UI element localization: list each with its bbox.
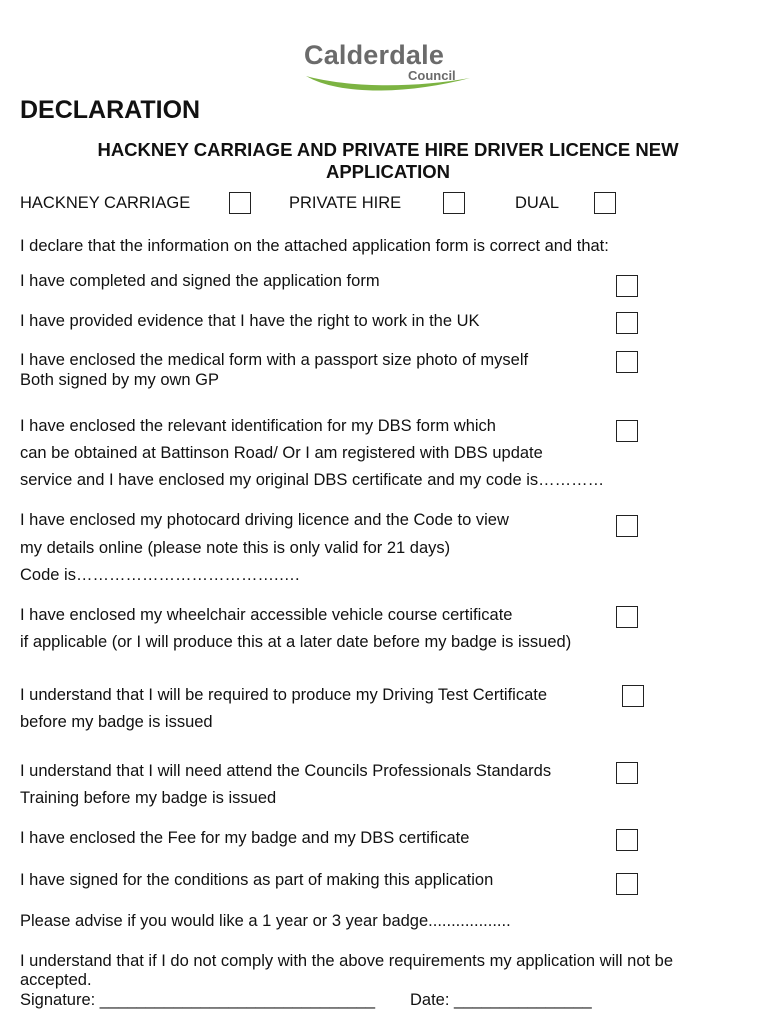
licence-type-dual-checkbox[interactable] bbox=[594, 192, 616, 214]
licence-type-hackney-label: HACKNEY CARRIAGE bbox=[20, 194, 191, 212]
item-right-to-work-text: I have provided evidence that I have the right to work in the UK bbox=[20, 312, 480, 330]
item-conditions-text: I have signed for the conditions as part of making this application bbox=[20, 871, 494, 889]
item-wheelchair-text-2: if applicable (or I will produce this at a later date before my badge is issued) bbox=[20, 633, 572, 651]
licence-type-private-hire-label: PRIVATE HIRE bbox=[289, 194, 402, 212]
item-completed-form-text: I have completed and signed the application form bbox=[20, 272, 380, 290]
licence-type-private-hire-checkbox[interactable] bbox=[443, 192, 465, 214]
item-fee-checkbox[interactable] bbox=[616, 829, 638, 851]
logo-wordmark: Calderdale bbox=[304, 40, 445, 70]
date-field[interactable]: Date: _______________ bbox=[410, 991, 592, 1009]
item-medical-form-text-2: Both signed by my own GP bbox=[20, 371, 220, 389]
badge-duration-question: Please advise if you would like a 1 year or 3 year badge.................. bbox=[20, 912, 511, 930]
compliance-statement: I understand that if I do not comply with the above requirements my application will not be bbox=[20, 952, 674, 970]
item-driving-licence-code: Code is……………………………….…. bbox=[20, 566, 300, 584]
item-wheelchair-text: I have enclosed my wheelchair accessible vehicle course certificate bbox=[20, 606, 513, 624]
compliance-statement-2: accepted. bbox=[20, 971, 92, 989]
item-fee-text: I have enclosed the Fee for my badge and my DBS certificate bbox=[20, 829, 470, 847]
signature-field[interactable]: Signature: ______________________________ bbox=[20, 991, 376, 1009]
item-training-checkbox[interactable] bbox=[616, 762, 638, 784]
page-title: DECLARATION bbox=[20, 96, 201, 124]
item-dbs-checkbox[interactable] bbox=[616, 420, 638, 442]
licence-type-dual-label: DUAL bbox=[515, 194, 560, 212]
item-driving-test-checkbox[interactable] bbox=[622, 685, 644, 707]
item-training-text: I understand that I will need attend the Councils Professionals Standards bbox=[20, 762, 552, 780]
item-wheelchair-checkbox[interactable] bbox=[616, 606, 638, 628]
item-driving-licence-text: I have enclosed my photocard driving licence and the Code to view bbox=[20, 511, 509, 529]
item-completed-form-checkbox[interactable] bbox=[616, 275, 638, 297]
item-conditions-checkbox[interactable] bbox=[616, 873, 638, 895]
item-dbs-text-2: can be obtained at Battinson Road/ Or I am registered with DBS update bbox=[20, 444, 543, 462]
council-logo bbox=[300, 38, 480, 100]
item-driving-test-text: I understand that I will be required to produce my Driving Test Certificate bbox=[20, 686, 548, 704]
item-driving-licence-text-2: my details online (please note this is only valid for 21 days) bbox=[20, 539, 451, 557]
form-subtitle: HACKNEY CARRIAGE AND PRIVATE HIRE DRIVER LICENCE NEW APPLICATION bbox=[97, 139, 679, 182]
item-dbs-text-3: service and I have enclosed my original DBS certificate and my code is………… bbox=[20, 471, 605, 489]
logo-swoosh-icon bbox=[300, 38, 480, 100]
logo-council-text: Council bbox=[408, 68, 456, 83]
item-training-text-2: Training before my badge is issued bbox=[20, 789, 277, 807]
item-medical-form-text: I have enclosed the medical form with a passport size photo of myself bbox=[20, 351, 529, 369]
item-driving-licence-checkbox[interactable] bbox=[616, 515, 638, 537]
item-medical-form-checkbox[interactable] bbox=[616, 351, 638, 373]
item-driving-test-text-2: before my badge is issued bbox=[20, 713, 213, 731]
item-right-to-work-checkbox[interactable] bbox=[616, 312, 638, 334]
declaration-intro: I declare that the information on the attached application form is correct and that: bbox=[20, 237, 609, 255]
licence-type-hackney-checkbox[interactable] bbox=[229, 192, 251, 214]
item-dbs-text: I have enclosed the relevant identification for my DBS form which bbox=[20, 417, 496, 435]
